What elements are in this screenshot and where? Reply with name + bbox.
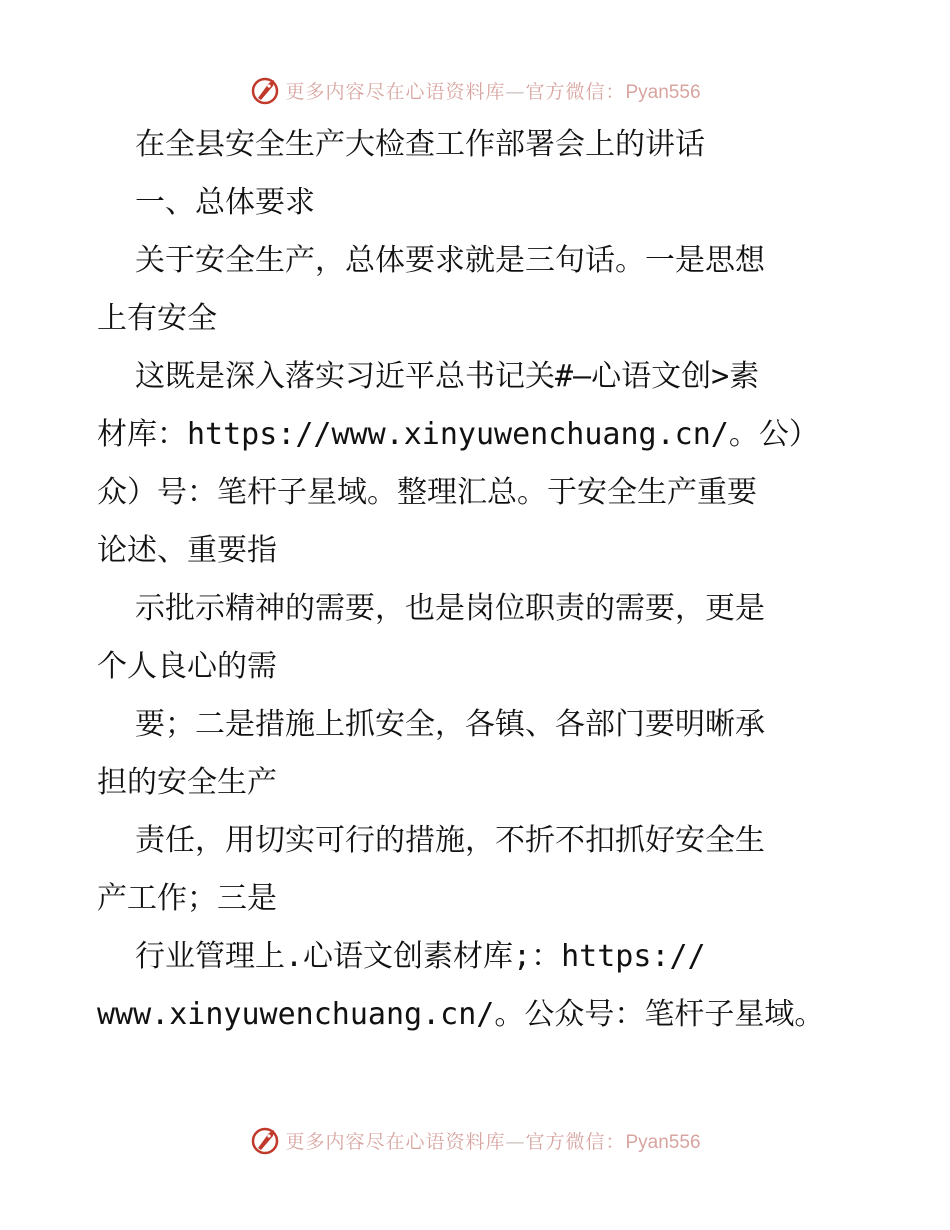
paragraph-line: 产工作；三是 bbox=[97, 881, 277, 916]
paragraph-line: 担的安全生产 bbox=[97, 765, 277, 800]
document-body bbox=[97, 116, 857, 1044]
paragraph-line: www.xinyuwenchuang.cn/。公众号：笔杆子星域。 bbox=[97, 997, 825, 1032]
watermark-text: 更多内容尽在心语资料库—官方微信：Pyan556 bbox=[285, 1130, 701, 1153]
section-heading: 一、总体要求 bbox=[135, 185, 315, 220]
watermark-wechat-id: Pyan556 bbox=[625, 1131, 701, 1153]
watermark-wechat-id: Pyan556 bbox=[625, 81, 701, 103]
paragraph-line: 关于安全生产，总体要求就是三句话。一是思想 bbox=[135, 243, 765, 278]
paragraph-line: 上有安全 bbox=[97, 301, 217, 336]
paragraph-line: 众）号：笔杆子星域。整理汇总。于安全生产重要 bbox=[97, 475, 757, 510]
paragraph-line: 个人良心的需 bbox=[97, 649, 277, 684]
paragraph-line: 责任，用切实可行的措施，不折不扣抓好安全生 bbox=[135, 823, 765, 858]
paragraph-line: 论述、重要指 bbox=[97, 533, 277, 568]
paragraph-line: 示批示精神的需要，也是岗位职责的需要，更是 bbox=[135, 591, 765, 626]
pen-nib-circle-icon bbox=[249, 1124, 281, 1156]
paragraph-line: 材库：https://www.xinyuwenchuang.cn/。公） bbox=[97, 417, 819, 452]
footer-watermark bbox=[0, 1120, 950, 1160]
header-watermark bbox=[0, 70, 950, 110]
paragraph-line: 要；二是措施上抓安全，各镇、各部门要明晰承 bbox=[135, 707, 765, 742]
document-title: 在全县安全生产大检查工作部署会上的讲话 bbox=[135, 127, 705, 162]
paragraph-line: 行业管理上.心语文创素材库;：https:// bbox=[135, 939, 706, 974]
pen-nib-circle-icon bbox=[249, 74, 281, 106]
paragraph-line: 这既是深入落实习近平总书记关#—心语文创>素 bbox=[135, 359, 760, 394]
watermark-text: 更多内容尽在心语资料库—官方微信：Pyan556 bbox=[285, 80, 701, 103]
